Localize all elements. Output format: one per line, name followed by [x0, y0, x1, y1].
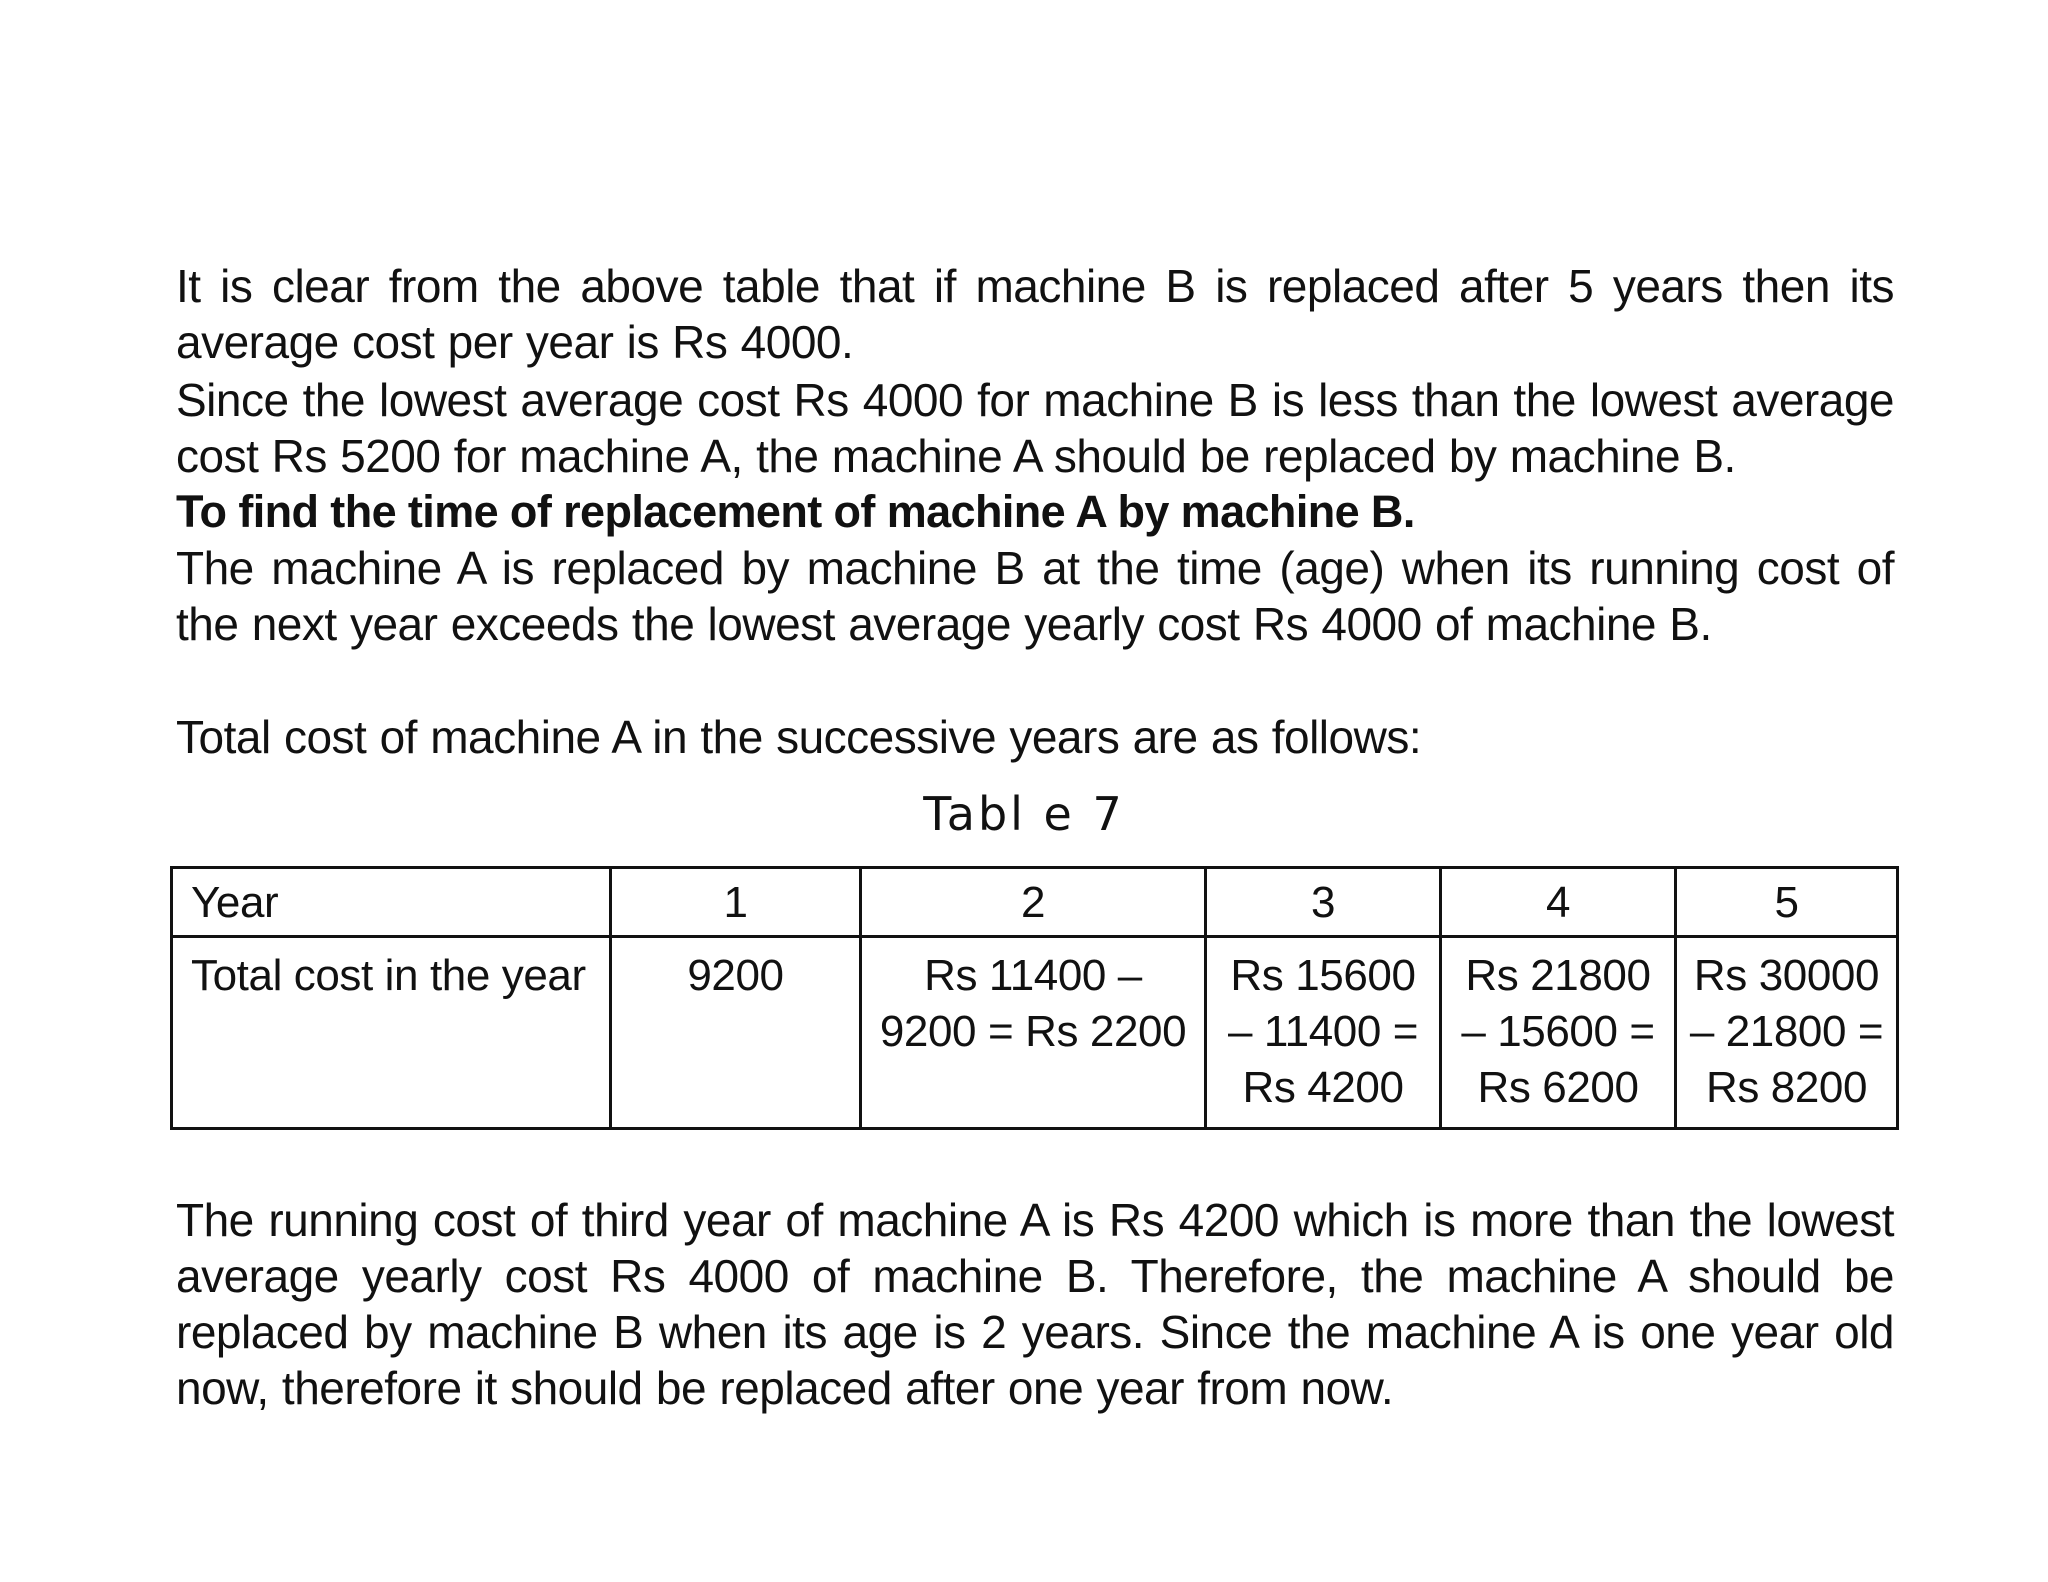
header-cell-3: 3 — [1206, 868, 1441, 937]
cost-line: 9200 — [687, 951, 784, 1000]
paragraph-comparison: Since the lowest average cost Rs 4000 for machine B is less than the lowest average cost Rs 5200 for machine A, the machine A should be replaced by machine B. — [176, 374, 1894, 482]
paragraph-average-cost-b: It is clear from the above table that if machine B is replaced after 5 years then its average cost per year is Rs 4000. — [176, 260, 1894, 368]
cost-line: Rs 4200 — [1242, 1063, 1404, 1112]
cost-line: Rs 11400 – — [924, 951, 1142, 1000]
table-header-row — [172, 868, 1898, 937]
cost-line: Rs 15600 — [1230, 951, 1416, 1000]
cost-cell-year-5 — [1676, 937, 1898, 1129]
cost-line: Rs 21800 — [1465, 951, 1651, 1000]
header-cell-2: 2 — [861, 868, 1206, 937]
cost-cell-year-2 — [861, 937, 1206, 1129]
paragraph-table-intro: Total cost of machine A in the successive years are as follows: — [176, 711, 1422, 763]
header-cell-5: 5 — [1676, 868, 1898, 937]
cost-line: – 11400 = — [1227, 1007, 1419, 1056]
cost-line: Rs 30000 — [1693, 951, 1880, 1000]
cost-line: Rs 6200 — [1477, 1063, 1639, 1112]
table-caption: Tabl e 7 — [923, 787, 1125, 841]
cost-cell-year-4 — [1441, 937, 1676, 1129]
header-cell-4: 4 — [1441, 868, 1676, 937]
cost-line: Rs 8200 — [1705, 1063, 1868, 1112]
table-row — [172, 937, 1898, 1129]
section-heading: To find the time of replacement of machine A by machine B. — [176, 486, 1415, 537]
paragraph-conclusion: The running cost of third year of machine A is Rs 4200 which is more than the lowest average yearly cost Rs 4000 of machine B. Therefore, the machine A should be replaced by machine B when its age is 2 years. Since the machine A is one year old now, therefore it should be replaced after one year from now. — [176, 1194, 1894, 1414]
cost-table — [170, 866, 1899, 1130]
row-label-cell: Total cost in the year — [172, 937, 611, 1129]
cost-line: 9200 = Rs 2200 — [879, 1007, 1187, 1056]
header-cell-year: Year — [172, 868, 611, 937]
cost-line: – 21800 = — [1689, 1007, 1884, 1056]
header-cell-1: 1 — [611, 868, 861, 937]
cost-cell-year-1 — [611, 937, 861, 1129]
paragraph-replacement-rule: The machine A is replaced by machine B at the time (age) when its running cost of the next year exceeds the lowest average yearly cost Rs 4000 of machine B. — [176, 542, 1894, 650]
cost-cell-year-3 — [1206, 937, 1441, 1129]
cost-line: – 15600 = — [1461, 1007, 1655, 1056]
